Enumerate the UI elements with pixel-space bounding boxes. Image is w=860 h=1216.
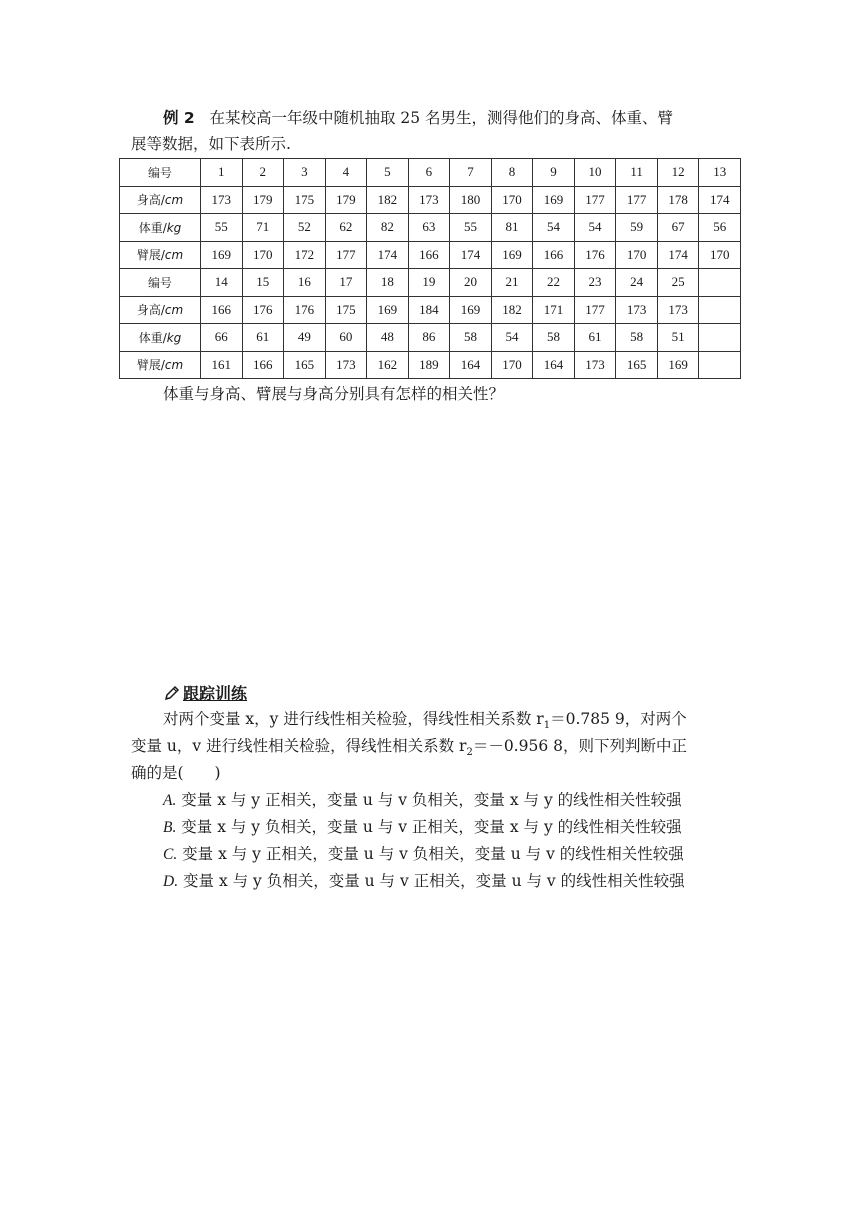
table-cell: 11 bbox=[616, 159, 658, 187]
row-header bbox=[120, 159, 201, 187]
stem-line-1-subscript: 1 bbox=[543, 720, 551, 732]
table-cell: 173 bbox=[201, 186, 243, 214]
table-cell: 25 bbox=[657, 269, 699, 297]
row-header bbox=[120, 324, 201, 352]
row-header bbox=[120, 269, 201, 297]
table-cell: 23 bbox=[574, 269, 616, 297]
table-cell bbox=[699, 296, 741, 324]
option-text: 变量 x 与 y 负相关，变量 u 与 v 正相关，变量 u 与 v 的线性相关性较强 bbox=[183, 872, 685, 890]
table-cell: 174 bbox=[657, 241, 699, 269]
table-row bbox=[120, 241, 741, 269]
row-header-unit: cm bbox=[164, 193, 184, 208]
stem-line-1-text-b: ＝0.785 9，对两个 bbox=[550, 710, 687, 728]
row-header bbox=[120, 296, 201, 324]
table-cell: 82 bbox=[367, 214, 409, 242]
row-header-label: 编号 bbox=[147, 275, 172, 290]
table-cell: 165 bbox=[616, 351, 658, 379]
row-header-unit: kg bbox=[166, 220, 182, 235]
exercise-heading bbox=[163, 681, 247, 704]
table-cell: 60 bbox=[325, 324, 367, 352]
table-cell: 166 bbox=[533, 241, 575, 269]
table-cell: 1 bbox=[201, 159, 243, 187]
table-cell: 59 bbox=[616, 214, 658, 242]
table-cell: 52 bbox=[284, 214, 326, 242]
table-cell: 169 bbox=[533, 186, 575, 214]
table-row bbox=[120, 269, 741, 297]
table-cell: 178 bbox=[657, 186, 699, 214]
example-label: 例 2 bbox=[163, 109, 195, 127]
row-header-label: 编号 bbox=[147, 165, 172, 180]
table-cell: 15 bbox=[242, 269, 284, 297]
row-header-label: 身高/ bbox=[136, 303, 165, 318]
table-cell: 54 bbox=[533, 214, 575, 242]
table-cell: 171 bbox=[533, 296, 575, 324]
table-cell: 176 bbox=[242, 296, 284, 324]
row-header bbox=[120, 241, 201, 269]
table-cell: 166 bbox=[201, 296, 243, 324]
table-cell: 177 bbox=[325, 241, 367, 269]
table-cell: 10 bbox=[574, 159, 616, 187]
table-cell: 177 bbox=[616, 186, 658, 214]
table-cell: 189 bbox=[408, 351, 450, 379]
data-table bbox=[119, 158, 741, 379]
table-cell: 2 bbox=[242, 159, 284, 187]
table-row bbox=[120, 296, 741, 324]
table-cell: 169 bbox=[367, 296, 409, 324]
stem-line-2-text-a: 变量 u，v 进行线性相关检验，得线性相关系数 r bbox=[131, 737, 467, 755]
row-header-label: 身高/ bbox=[136, 193, 165, 208]
table-cell: 12 bbox=[657, 159, 699, 187]
table-cell: 176 bbox=[284, 296, 326, 324]
table-cell: 166 bbox=[408, 241, 450, 269]
row-header-label: 体重/ bbox=[138, 330, 167, 345]
table-cell: 169 bbox=[657, 351, 699, 379]
stem-line-2-subscript: 2 bbox=[466, 747, 473, 759]
table-cell: 162 bbox=[367, 351, 409, 379]
table-cell: 4 bbox=[325, 159, 367, 187]
example-line-2: 展等数据，如下表所示. bbox=[131, 135, 291, 153]
table-cell: 169 bbox=[201, 241, 243, 269]
table-cell bbox=[699, 269, 741, 297]
table-cell: 20 bbox=[450, 269, 492, 297]
table-cell: 14 bbox=[201, 269, 243, 297]
table-cell: 179 bbox=[242, 186, 284, 214]
option-text: 变量 x 与 y 负相关，变量 u 与 v 正相关，变量 x 与 y 的线性相关性较强 bbox=[181, 818, 682, 836]
table-cell: 6 bbox=[408, 159, 450, 187]
table-cell: 56 bbox=[699, 214, 741, 242]
option-letter: B. bbox=[163, 819, 177, 836]
table-row bbox=[120, 186, 741, 214]
table-row bbox=[120, 159, 741, 187]
row-header-label: 臂展/ bbox=[136, 358, 165, 373]
row-header-unit: kg bbox=[166, 330, 182, 345]
option-text: 变量 x 与 y 正相关，变量 u 与 v 负相关，变量 u 与 v 的线性相关性较强 bbox=[182, 845, 684, 863]
table-cell: 179 bbox=[325, 186, 367, 214]
table-cell: 58 bbox=[533, 324, 575, 352]
table-cell: 24 bbox=[616, 269, 658, 297]
table-cell: 86 bbox=[408, 324, 450, 352]
table-cell: 173 bbox=[325, 351, 367, 379]
table-cell: 81 bbox=[491, 214, 533, 242]
option-a bbox=[163, 787, 682, 814]
table-cell: 174 bbox=[450, 241, 492, 269]
table-cell: 17 bbox=[325, 269, 367, 297]
table-cell: 71 bbox=[242, 214, 284, 242]
row-header-unit: cm bbox=[164, 358, 184, 373]
table-cell: 184 bbox=[408, 296, 450, 324]
row-header bbox=[120, 214, 201, 242]
table-cell: 173 bbox=[657, 296, 699, 324]
question-text: 体重与身高、臂展与身高分别具有怎样的相关性？ bbox=[163, 385, 505, 403]
option-letter: D. bbox=[163, 873, 179, 890]
table-cell: 61 bbox=[574, 324, 616, 352]
pencil-icon bbox=[163, 684, 181, 702]
example-text-1: 在某校高一年级中随机抽取 25 名男生，测得他们的身高、体重、臂 bbox=[209, 109, 674, 127]
table-cell: 173 bbox=[616, 296, 658, 324]
table-cell: 170 bbox=[491, 186, 533, 214]
example-line-1 bbox=[163, 105, 673, 131]
table-row bbox=[120, 214, 741, 242]
table-cell: 21 bbox=[491, 269, 533, 297]
table-cell: 182 bbox=[367, 186, 409, 214]
table-cell: 5 bbox=[367, 159, 409, 187]
table-cell: 170 bbox=[699, 241, 741, 269]
table-cell: 51 bbox=[657, 324, 699, 352]
option-d bbox=[163, 868, 685, 895]
table-cell: 166 bbox=[242, 351, 284, 379]
table-cell: 22 bbox=[533, 269, 575, 297]
table-row bbox=[120, 324, 741, 352]
row-header-label: 体重/ bbox=[138, 220, 167, 235]
table-cell: 9 bbox=[533, 159, 575, 187]
stem-line-1-text-a: 对两个变量 x，y 进行线性相关检验，得线性相关系数 r bbox=[163, 710, 544, 728]
option-c bbox=[163, 841, 684, 868]
table-cell: 13 bbox=[699, 159, 741, 187]
table-cell: 7 bbox=[450, 159, 492, 187]
exercise-stem-line-3: 确的是( ) bbox=[131, 764, 221, 782]
table-cell: 177 bbox=[574, 296, 616, 324]
row-header-unit: cm bbox=[164, 303, 184, 318]
table-cell: 55 bbox=[450, 214, 492, 242]
option-letter: C. bbox=[163, 846, 178, 863]
option-letter: A. bbox=[163, 792, 177, 809]
table-cell: 173 bbox=[408, 186, 450, 214]
table-cell: 58 bbox=[450, 324, 492, 352]
option-b bbox=[163, 814, 682, 841]
table-cell: 58 bbox=[616, 324, 658, 352]
table-cell: 3 bbox=[284, 159, 326, 187]
row-header-unit: cm bbox=[164, 248, 184, 263]
table-cell: 54 bbox=[574, 214, 616, 242]
table-cell bbox=[699, 324, 741, 352]
row-header-label: 臂展/ bbox=[136, 248, 165, 263]
table-cell: 62 bbox=[325, 214, 367, 242]
table-cell: 49 bbox=[284, 324, 326, 352]
table-cell: 63 bbox=[408, 214, 450, 242]
table-cell: 174 bbox=[367, 241, 409, 269]
table-cell: 175 bbox=[284, 186, 326, 214]
table-cell: 180 bbox=[450, 186, 492, 214]
table-cell: 174 bbox=[699, 186, 741, 214]
row-header bbox=[120, 351, 201, 379]
table-cell: 67 bbox=[657, 214, 699, 242]
table-cell: 182 bbox=[491, 296, 533, 324]
table-cell: 8 bbox=[491, 159, 533, 187]
exercise-title: 跟踪训练 bbox=[183, 684, 248, 703]
table-cell: 66 bbox=[201, 324, 243, 352]
table-cell: 55 bbox=[201, 214, 243, 242]
option-text: 变量 x 与 y 正相关，变量 u 与 v 负相关，变量 x 与 y 的线性相关性较强 bbox=[181, 791, 682, 809]
stem-line-2-text-b: ＝－0.956 8，则下列判断中正 bbox=[472, 737, 687, 755]
table-cell: 176 bbox=[574, 241, 616, 269]
table-cell: 164 bbox=[450, 351, 492, 379]
table-cell: 19 bbox=[408, 269, 450, 297]
table-cell: 16 bbox=[284, 269, 326, 297]
row-header bbox=[120, 186, 201, 214]
table-cell: 170 bbox=[491, 351, 533, 379]
table-cell: 170 bbox=[616, 241, 658, 269]
table-cell: 170 bbox=[242, 241, 284, 269]
table-cell: 172 bbox=[284, 241, 326, 269]
table-row bbox=[120, 351, 741, 379]
table-cell bbox=[699, 351, 741, 379]
table-cell: 54 bbox=[491, 324, 533, 352]
table-cell: 18 bbox=[367, 269, 409, 297]
table-cell: 161 bbox=[201, 351, 243, 379]
table-cell: 164 bbox=[533, 351, 575, 379]
table-cell: 169 bbox=[491, 241, 533, 269]
table-cell: 169 bbox=[450, 296, 492, 324]
table-cell: 177 bbox=[574, 186, 616, 214]
table-cell: 175 bbox=[325, 296, 367, 324]
table-cell: 165 bbox=[284, 351, 326, 379]
table-cell: 48 bbox=[367, 324, 409, 352]
table-cell: 61 bbox=[242, 324, 284, 352]
table-cell: 173 bbox=[574, 351, 616, 379]
